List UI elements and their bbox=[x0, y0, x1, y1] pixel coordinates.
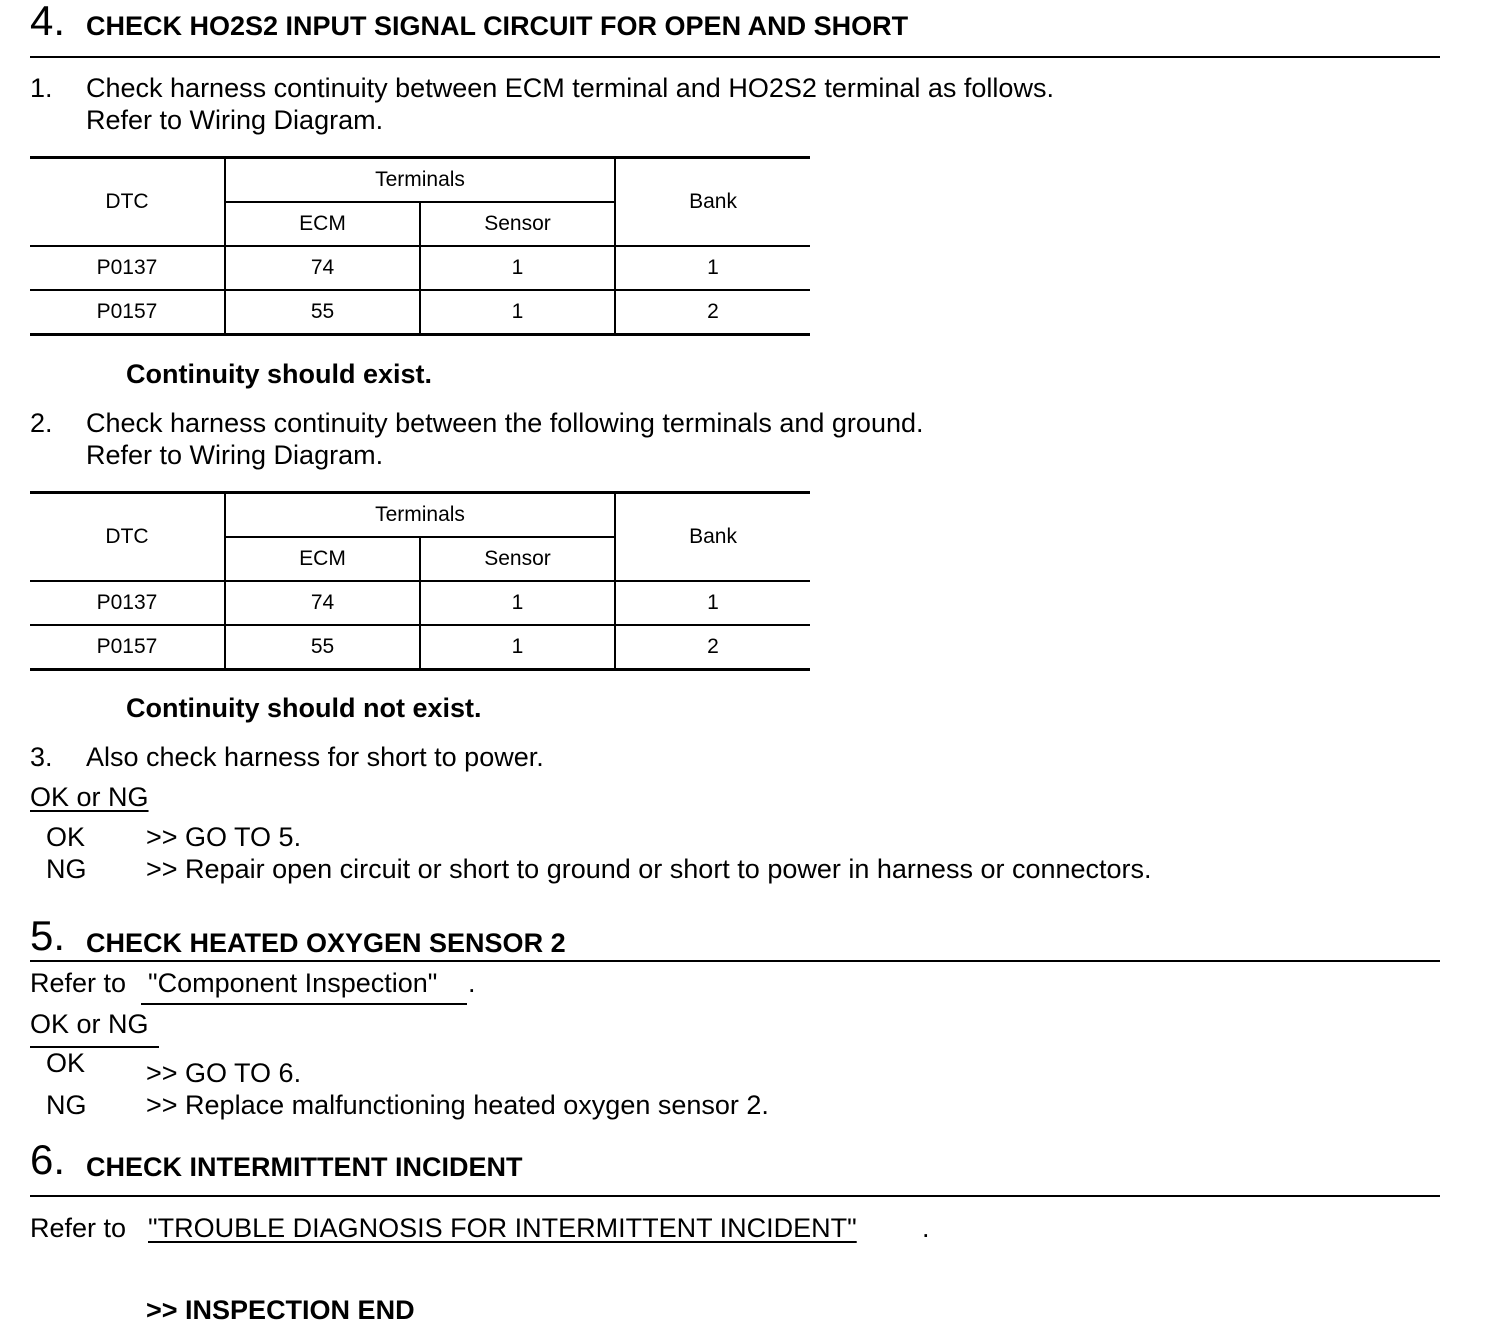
step-5-rule bbox=[30, 960, 1440, 962]
item-3-text: Also check harness for short to power. bbox=[86, 742, 544, 772]
cell-sensor: 1 bbox=[420, 581, 615, 625]
cell-bank: 1 bbox=[615, 246, 810, 290]
refer-prefix-6: Refer to bbox=[30, 1213, 127, 1243]
ok-label-4: OK bbox=[46, 822, 86, 852]
header-terminals: Terminals bbox=[225, 493, 615, 538]
cell-ecm: 55 bbox=[225, 625, 420, 670]
item-3-number: 3. bbox=[30, 742, 53, 772]
ng-label-4: NG bbox=[46, 854, 87, 884]
step-6-title: CHECK INTERMITTENT INCIDENT bbox=[86, 1152, 523, 1182]
header-sensor: Sensor bbox=[420, 202, 615, 246]
cell-ecm: 55 bbox=[225, 290, 420, 335]
result-1: Continuity should exist. bbox=[126, 359, 433, 389]
refer-suffix-5: . bbox=[468, 968, 476, 998]
cell-sensor: 1 bbox=[420, 290, 615, 335]
header-bank: Bank bbox=[615, 158, 810, 247]
cell-dtc: P0137 bbox=[30, 581, 225, 625]
cell-bank: 1 bbox=[615, 581, 810, 625]
header-dtc: DTC bbox=[30, 493, 225, 582]
inspection-end: >> INSPECTION END bbox=[146, 1295, 415, 1325]
header-ecm: ECM bbox=[225, 537, 420, 581]
header-bank: Bank bbox=[615, 493, 810, 582]
step-6-number: 6. bbox=[30, 1136, 66, 1183]
header-ecm: ECM bbox=[225, 202, 420, 246]
cell-bank: 2 bbox=[615, 290, 810, 335]
step-5-number: 5. bbox=[30, 912, 66, 959]
item-2-text: Check harness continuity between the following terminals and ground. bbox=[86, 408, 924, 438]
cell-sensor: 1 bbox=[420, 625, 615, 670]
ng-action-4: >> Repair open circuit or short to ground or short to power in harness or connectors. bbox=[146, 854, 1152, 884]
ok-action-4[interactable]: >> GO TO 5. bbox=[146, 822, 302, 852]
refer-suffix-6: . bbox=[922, 1213, 930, 1243]
step-4-number: 4. bbox=[30, 0, 66, 44]
intermittent-incident-link[interactable]: "TROUBLE DIAGNOSIS FOR INTERMITTENT INCIDENT" bbox=[148, 1213, 857, 1243]
ok-label-5: OK bbox=[46, 1048, 86, 1078]
table-row bbox=[30, 290, 810, 335]
step-5-title: CHECK HEATED OXYGEN SENSOR 2 bbox=[86, 928, 566, 958]
step-6-rule bbox=[30, 1195, 1440, 1197]
step-4-title: CHECK HO2S2 INPUT SIGNAL CIRCUIT FOR OPEN AND SHORT bbox=[86, 11, 909, 41]
result-2: Continuity should not exist. bbox=[126, 693, 482, 723]
cell-ecm: 74 bbox=[225, 581, 420, 625]
component-inspection-link[interactable]: "Component Inspection" bbox=[148, 968, 438, 998]
ok-ng-label-4: OK or NG bbox=[30, 782, 149, 812]
step-4-rule bbox=[30, 56, 1440, 58]
item-1-number: 1. bbox=[30, 73, 53, 103]
cell-dtc: P0157 bbox=[30, 625, 225, 670]
header-dtc: DTC bbox=[30, 158, 225, 247]
table-row bbox=[30, 246, 810, 290]
refer-prefix-5: Refer to bbox=[30, 968, 127, 998]
ng-action-5: >> Replace malfunctioning heated oxygen sensor 2. bbox=[146, 1090, 769, 1120]
item-2-number: 2. bbox=[30, 408, 53, 438]
header-terminals: Terminals bbox=[225, 158, 615, 203]
item-2-refer: Refer to Wiring Diagram. bbox=[86, 440, 384, 470]
item-1-text: Check harness continuity between ECM terminal and HO2S2 terminal as follows. bbox=[86, 73, 1054, 103]
item-1-refer: Refer to Wiring Diagram. bbox=[86, 105, 384, 135]
table-row bbox=[30, 625, 810, 670]
cell-ecm: 74 bbox=[225, 246, 420, 290]
cell-dtc: P0157 bbox=[30, 290, 225, 335]
terminal-table-1 bbox=[30, 156, 810, 336]
cell-sensor: 1 bbox=[420, 246, 615, 290]
header-sensor: Sensor bbox=[420, 537, 615, 581]
ok-action-5[interactable]: >> GO TO 6. bbox=[146, 1058, 302, 1088]
ng-label-5: NG bbox=[46, 1090, 87, 1120]
terminal-table-2 bbox=[30, 491, 810, 671]
table-row bbox=[30, 581, 810, 625]
cell-bank: 2 bbox=[615, 625, 810, 670]
ok-ng-label-5: OK or NG bbox=[30, 1009, 149, 1039]
component-inspection-underline bbox=[141, 1003, 467, 1005]
cell-dtc: P0137 bbox=[30, 246, 225, 290]
